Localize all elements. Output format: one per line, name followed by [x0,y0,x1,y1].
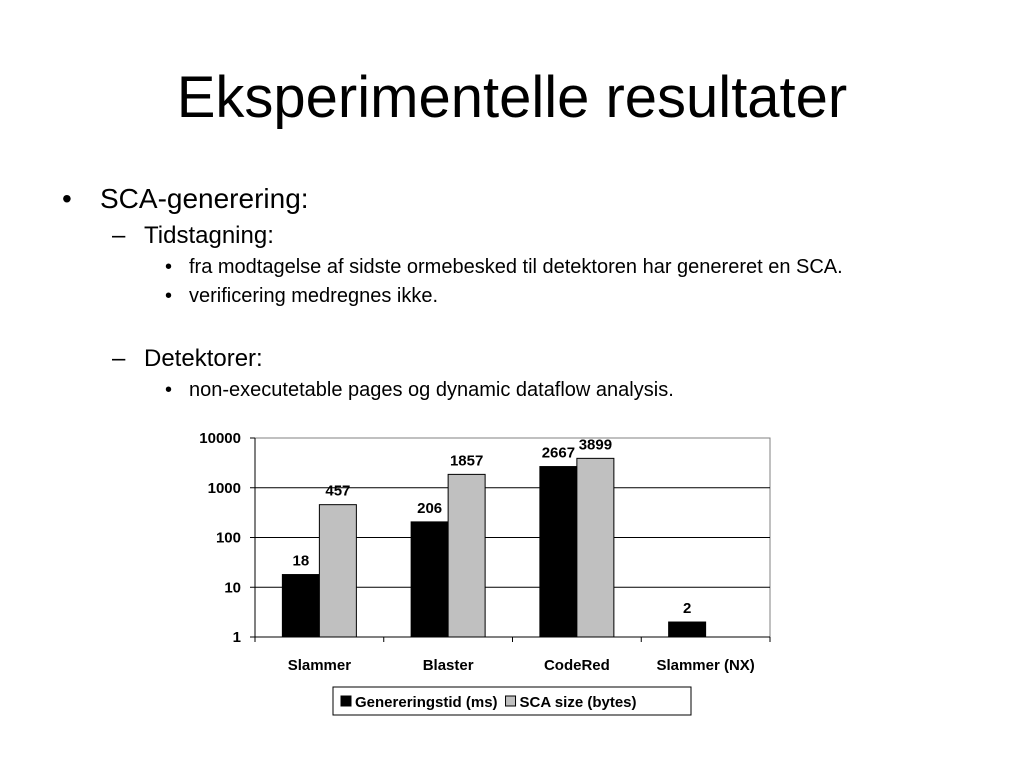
legend-label: SCA size (bytes) [519,694,637,711]
data-label: 18 [292,552,310,570]
bar-genereringstid [669,622,706,637]
data-label: 206 [417,499,443,517]
legend-label: Genereringstid (ms) [355,694,498,711]
bullet-text: fra modtagelse af sidste ormebesked til detektoren har genereret en SCA. [189,256,843,278]
legend-swatch [341,696,351,706]
bar-sca-size [448,474,485,637]
data-label: 1857 [449,452,484,470]
bullet-text: verificering medregnes ikke. [189,285,438,307]
bar-genereringstid [540,467,577,637]
dash-mark: – [112,345,126,372]
bar-genereringstid [282,575,319,637]
bullet-text: non-executetable pages og dynamic dataflow analysis. [189,379,674,401]
data-label: 2667 [541,444,576,462]
data-label: 3899 [578,436,613,454]
bullet-mark: • [165,379,173,401]
bullet-text: Detektorer: [144,345,263,372]
bar-sca-size [577,458,614,637]
legend-swatch [506,696,516,706]
x-tick-label: CodeRed [543,657,610,674]
slide-title: Eksperimentelle resultater [176,65,848,130]
x-tick-label: Blaster [422,657,474,674]
x-tick-label: Slammer (NX) [656,657,755,674]
y-tick-label: 10 [224,579,241,597]
data-label: 457 [325,482,351,500]
y-tick-label: 1 [232,629,241,646]
bullet-mark: • [165,256,173,278]
bar-sca-size [319,505,356,637]
y-tick-label: 100 [215,529,241,547]
data-label: 2 [682,600,692,618]
bullet-text: Tidstagning: [144,222,274,249]
y-tick-label: 10000 [199,430,241,447]
bullet-mark: • [165,285,173,307]
x-tick-label: Slammer [287,657,352,674]
bullet-mark: • [62,183,72,214]
bullet-text: SCA-generering: [100,183,309,214]
dash-mark: – [112,222,126,249]
bar-genereringstid [411,522,448,637]
y-tick-label: 1000 [207,479,241,497]
